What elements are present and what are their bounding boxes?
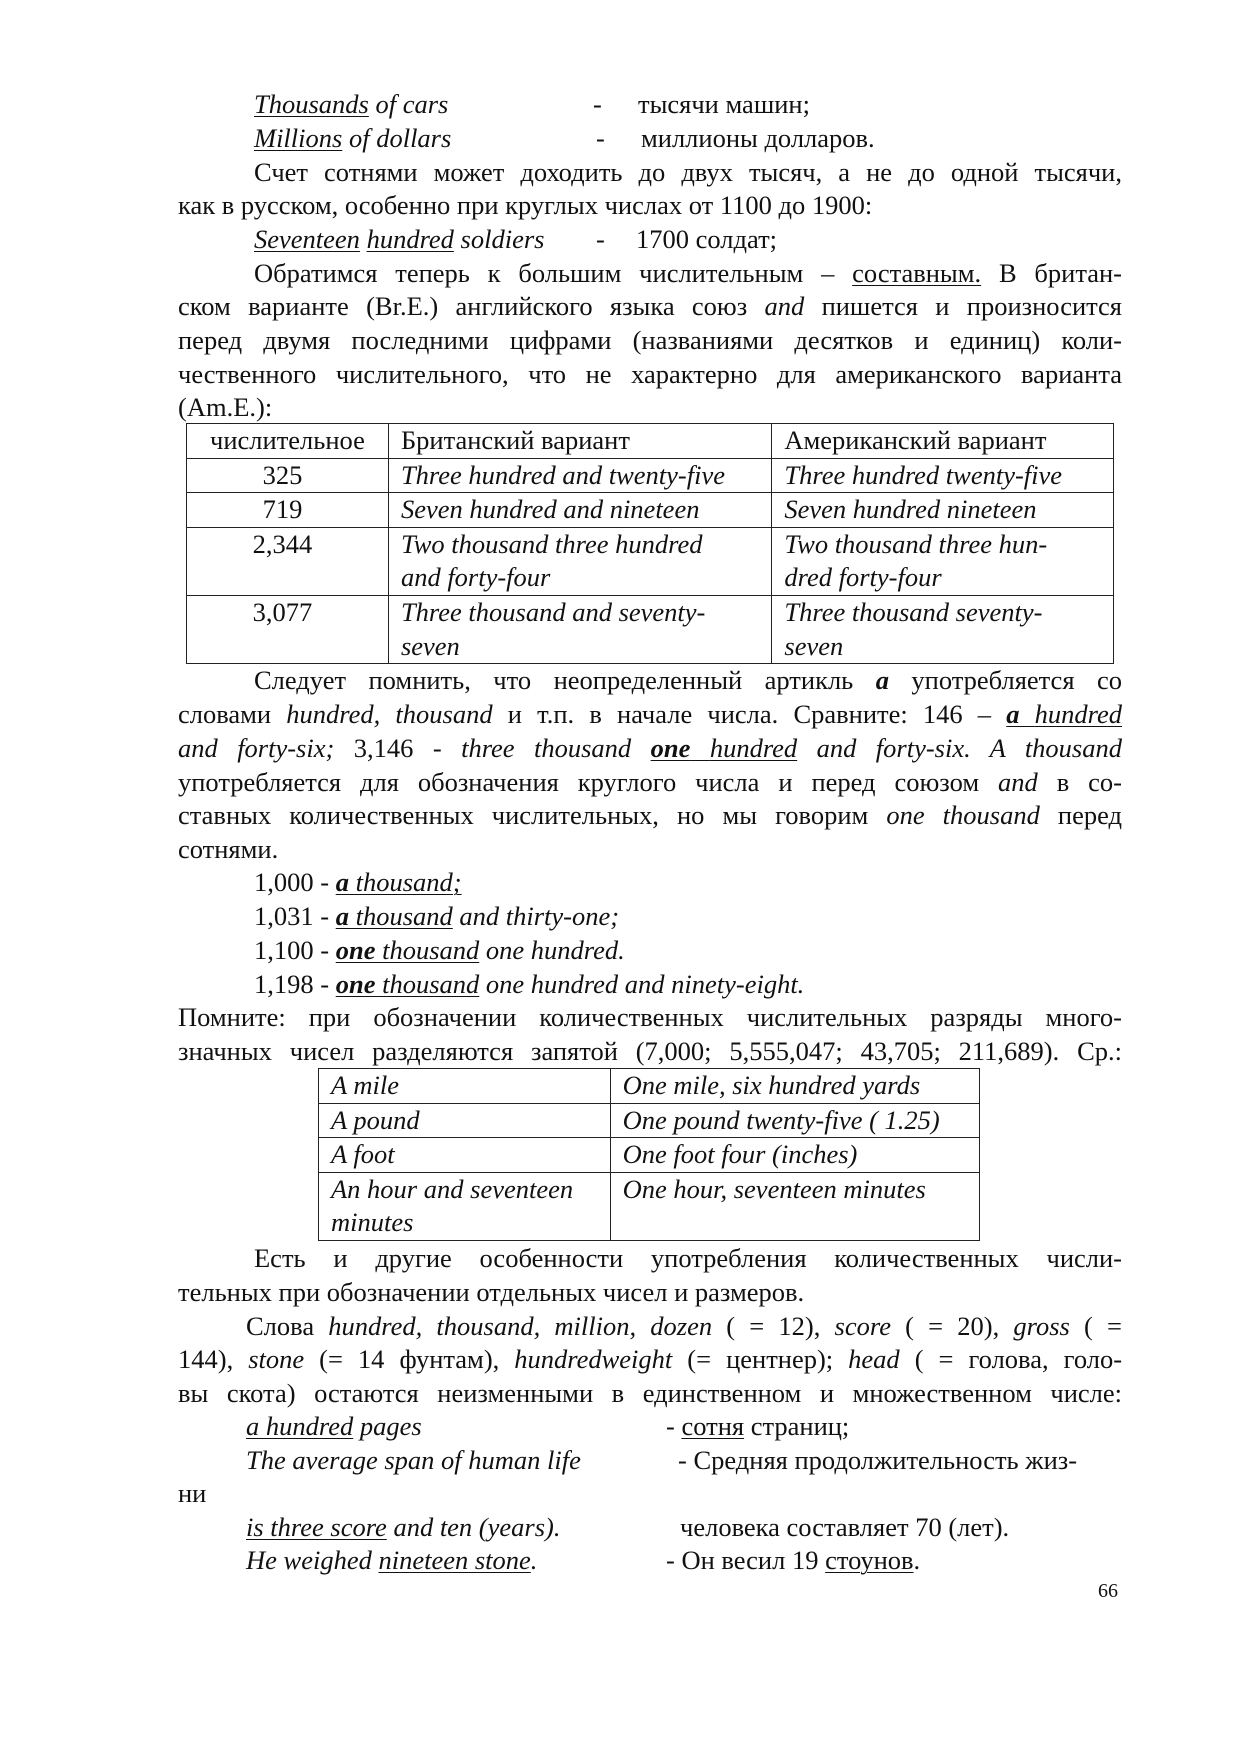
dash: -	[596, 123, 605, 153]
numerals-comparison-table	[186, 423, 1114, 664]
example-word: Thousands	[254, 89, 369, 119]
paragraph-line: тельных при обозначении отдельных чисел и размеров.	[178, 1277, 805, 1307]
table-cell-right: One hour, seventeen minutes	[610, 1172, 979, 1240]
table-cell-number: 719	[187, 493, 389, 528]
paragraph-line: 144), stone (= 14 фунтам), hundredweight (= центнер); head ( = голова, голо-	[178, 1344, 1123, 1374]
table-cell-right: One foot four (inches)	[610, 1138, 979, 1173]
example-word: Seventeen	[254, 224, 360, 254]
table-row	[187, 458, 1114, 493]
paragraph-line: ставных количественных числительных, но мы говорим one thousand перед	[178, 800, 1122, 830]
table-cell-left: An hour and seventeen minutes	[319, 1172, 611, 1240]
example-russian: - сотня страниц;	[666, 1411, 850, 1441]
table-row	[319, 1138, 980, 1173]
example-word: Millions	[254, 123, 343, 153]
paragraph-line: как в русском, особенно при круглых числах от 1100 до 1900:	[178, 190, 873, 220]
table-cell-number: 2,344	[187, 527, 389, 595]
list-item: 1,198 - one thousand one hundred and ninety-eight.	[254, 969, 805, 999]
table-cell-british: Seven hundred and nineteen	[388, 493, 771, 528]
paragraph-line: Обратимся теперь к большим числительным – составным. В британ-	[254, 258, 1123, 288]
example-english: a hundred pages	[246, 1411, 422, 1441]
translation: миллионы долларов.	[641, 123, 875, 153]
example-seventeen-hundred	[254, 223, 544, 257]
example-russian: человека составляет 70 (лет).	[680, 1512, 1010, 1542]
example-english: The average span of human life	[246, 1445, 581, 1475]
paragraph-line: Счет сотнями может доходить до двух тысяч, а не до одной тысячи,	[254, 157, 1122, 187]
paragraph-line: ском варианте (Br.E.) английского языка союз and пишется и произносится	[178, 291, 1122, 321]
table-header-row	[187, 424, 1114, 459]
table-cell-left: A mile	[319, 1069, 611, 1104]
table-cell-right: One mile, six hundred yards	[610, 1069, 979, 1104]
table-cell-british: Three thousand and seventy- seven	[388, 595, 771, 663]
dash: -	[593, 89, 602, 119]
paragraph-line: Есть и другие особенности употребления количественных числи-	[254, 1243, 1122, 1273]
translation: тысячи машин;	[638, 89, 810, 119]
example-english: He weighed nineteen stone.	[246, 1545, 538, 1575]
table-cell-british: Three hundred and twenty-five	[388, 458, 771, 493]
example-word: hundred	[366, 224, 454, 254]
table-row	[319, 1103, 980, 1138]
list-item: 1,100 - one thousand one hundred.	[254, 935, 625, 965]
table-row	[187, 595, 1114, 663]
dash: -	[596, 224, 605, 254]
table-cell-left: A pound	[319, 1103, 611, 1138]
paragraph-line: and forty-six; 3,146 - three thousand one hundred and forty-six. A thousand	[178, 733, 1122, 763]
translation: 1700 солдат;	[636, 224, 778, 254]
table-cell-british: Two thousand three hundred and forty-four	[388, 527, 771, 595]
example-rest: of dollars	[342, 123, 452, 153]
list-item: 1,000 - a thousand;	[254, 867, 462, 897]
paragraph-line: сотнями.	[178, 834, 279, 864]
table-cell-right: One pound twenty-five ( 1.25)	[610, 1103, 979, 1138]
table-row	[319, 1172, 980, 1240]
paragraph-line: употребляется для обозначения круглого числа и перед союзом and в со-	[178, 767, 1122, 797]
paragraph-line: Помните: при обозначении количественных числительных разряды много-	[178, 1002, 1122, 1032]
example-rest: of cars	[368, 89, 449, 119]
paragraph-line: вы скота) остаются неизменными в единственном и множественном числе:	[178, 1378, 1122, 1408]
paragraph-line: (Am.E.):	[178, 392, 273, 422]
example-russian: - Он весил 19 стоунов.	[666, 1545, 921, 1575]
wrapped-text: ни	[178, 1478, 207, 1508]
example-russian: - Средняя продолжительность жиз-	[678, 1445, 1078, 1475]
paragraph-line: Следует помнить, что неопределенный артикль a употребляется со	[254, 665, 1122, 695]
table-row	[319, 1069, 980, 1104]
table-header-cell: Британский вариант	[388, 424, 771, 459]
table-header-cell: числительное	[187, 424, 389, 459]
example-english: is three score and ten (years).	[246, 1512, 561, 1542]
paragraph-line: словами hundred, thousand и т.п. в начале числа. Сравните: 146 – a hundred	[178, 699, 1122, 729]
list-item: 1,031 - a thousand and thirty-one;	[254, 901, 620, 931]
paragraph-line: чественного числительного, что не характерно для американского варианта	[178, 359, 1122, 389]
table-cell-number: 325	[187, 458, 389, 493]
paragraph-line: Слова hundred, thousand, million, dozen ( = 12), score ( = 20), gross ( =	[246, 1311, 1122, 1341]
table-row	[187, 527, 1114, 595]
table-row	[187, 493, 1114, 528]
table-cell-american: Two thousand three hun- dred forty-four	[772, 527, 1114, 595]
page-number: 66	[1098, 1580, 1118, 1602]
table-cell-number: 3,077	[187, 595, 389, 663]
example-millions-of-dollars	[254, 122, 451, 156]
paragraph-line: перед двумя последними цифрами (названиями десятков и единиц) коли-	[178, 325, 1122, 355]
table-cell-american: Three hundred twenty-five	[772, 458, 1114, 493]
table-header-cell: Американский вариант	[772, 424, 1114, 459]
example-rest: soldiers	[453, 224, 545, 254]
measures-table	[318, 1068, 980, 1241]
example-thousands-of-cars	[254, 88, 448, 122]
paragraph-line: значных чисел разделяются запятой (7,000; 5,555,047; 43,705; 211,689). Ср.:	[178, 1036, 1122, 1066]
table-cell-american: Three thousand seventy- seven	[772, 595, 1114, 663]
table-cell-left: A foot	[319, 1138, 611, 1173]
table-cell-american: Seven hundred nineteen	[772, 493, 1114, 528]
